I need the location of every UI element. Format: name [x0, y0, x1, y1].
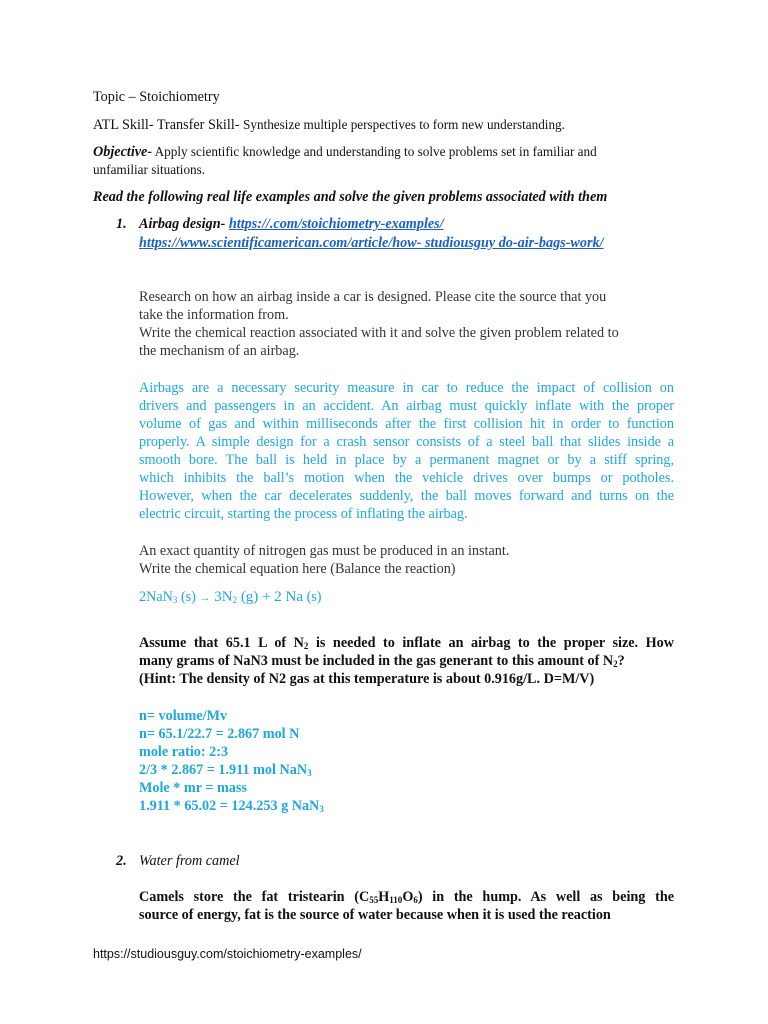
eq-product2-state: (s) [303, 589, 322, 605]
research-line-3: Write the chemical reaction associated with it and solve the given problem related to [139, 325, 619, 341]
problem-line-1-sub: 2 [303, 641, 309, 651]
q1-title: Airbag design- [139, 216, 226, 232]
problem-line-2 [139, 652, 625, 670]
eq-product1: 3N [210, 589, 233, 605]
solution-line-6 [139, 797, 324, 815]
q2-sub-o: 6 [413, 895, 418, 905]
atl-prefix: ATL Skill- Transfer Skill- [93, 117, 244, 133]
atl-end: . [561, 117, 565, 132]
problem-line-2-sub: 2 [613, 659, 618, 669]
q1-number: 1. [116, 216, 127, 232]
topic-line: Topic – Stoichiometry [93, 89, 220, 105]
q2-o: O [402, 889, 414, 905]
research-line-2: take the information from. [139, 307, 289, 323]
solution-line-5: Mole * mr = mass [139, 780, 247, 796]
problem-line-2b: ? [617, 653, 625, 669]
q2-title: Water from camel [139, 853, 240, 869]
eq-product1-sub: 2 [232, 595, 238, 605]
q2-number: 2. [116, 853, 127, 869]
eq-reactant-sub: 3 [172, 595, 178, 605]
eq-reactant-state: (s) [177, 589, 200, 605]
solution-line-4-text: 2/3 * 2.867 = 1.911 mol NaN [139, 762, 308, 778]
q2-sub-h: 110 [389, 895, 403, 905]
problem-line-1b: is needed to inflate an airbag to the proper size. How [308, 635, 674, 651]
solution-line-4 [139, 761, 312, 779]
answer-line-1: Airbags are a necessary security measure in car to reduce the impact of collision on [139, 380, 674, 396]
answer-line-2: drivers and passengers in an accident. An airbag must quickly inflate with the proper [139, 398, 674, 414]
problem-hint: (Hint: The density of N2 gas at this temperature is about 0.916g/L. D=M/V) [139, 671, 595, 687]
footer-url[interactable]: https://studiousguy.com/stoichiometry-examples/ [93, 947, 362, 961]
solution-line-6-text: 1.911 * 65.02 = 124.253 g NaN [139, 798, 320, 814]
q2-h: H [378, 889, 390, 905]
q1-link-2-line [139, 234, 604, 252]
research-line-4: the mechanism of an airbag. [139, 343, 300, 359]
q2-line-1b: ) in the hump. As well as being the [417, 889, 675, 905]
q2-line-1a: Camels store the fat tristearin (C [139, 889, 370, 905]
eq-product1-state: (g) + 2 Na [237, 589, 304, 605]
atl-text: Synthesize multiple perspectives to form new understanding [243, 117, 562, 132]
answer-line-4: properly. A simple design for a crash sensor consists of a steel ball that slides inside a [139, 434, 674, 450]
q1-title-line [139, 215, 444, 233]
solution-line-2: n= 65.1/22.7 = 2.867 mol N [139, 726, 300, 742]
chemical-equation [139, 588, 322, 607]
objective-line-1 [93, 143, 597, 161]
objective-line-2 [93, 161, 205, 179]
solution-line-6-sub: 3 [319, 804, 324, 814]
problem-line-2a: many grams of NaN3 must be included in the gas generant to this amount of N [139, 653, 614, 669]
reaction-arrow-icon: → [199, 592, 211, 604]
answer-line-5: smooth bore. The ball is held in place by a permanent magnet or by a stiff spring, [139, 452, 674, 468]
solution-line-3: mole ratio: 2:3 [139, 744, 229, 760]
equation-prompt: Write the chemical equation here (Balance the reaction) [139, 561, 456, 577]
eq-reactant: 2NaN [139, 589, 173, 605]
solution-line-1: n= volume/Mv [139, 708, 228, 724]
instruction-heading: Read the following real life examples and solve the given problems associated with them [93, 189, 608, 205]
problem-line-1 [139, 634, 674, 652]
research-line-1: Research on how an airbag inside a car is designed. Please cite the source that you [139, 289, 607, 305]
problem-line-1a: Assume that 65.1 L of N [139, 635, 304, 651]
source-link-1[interactable]: https://.com/stoichiometry-examples/ [228, 216, 444, 232]
objective-end: . [201, 162, 206, 177]
answer-line-7: However, when the car decelerates suddenly, the ball moves forward and turns on the [139, 488, 674, 504]
q2-line-2: source of energy, fat is the source of water because when it is used the reaction [139, 907, 611, 923]
nitrogen-line: An exact quantity of nitrogen gas must be produced in an instant. [139, 543, 510, 559]
q2-line-1 [139, 888, 674, 906]
q2-sub-c: 55 [369, 895, 379, 905]
objective-label: Objective- [93, 144, 153, 160]
answer-line-6: which inhibits the ball’s motion when the vehicle drives over bumps or potholes. [139, 470, 674, 486]
answer-line-3: volume of gas and within milliseconds after the first collision hit in order to function [139, 416, 674, 432]
atl-skill-line [93, 116, 565, 134]
solution-line-4-sub: 3 [307, 768, 312, 778]
answer-line-8: electric circuit, starting the process of inflating the airbag. [139, 506, 468, 522]
objective-text-2: unfamiliar situations [93, 162, 202, 177]
objective-text-1: Apply scientific knowledge and understanding to solve problems set in familiar and [152, 144, 597, 159]
source-link-2[interactable]: https://www.scientificamerican.com/article/how- studiousguy do-air-bags-work/ [139, 235, 604, 251]
